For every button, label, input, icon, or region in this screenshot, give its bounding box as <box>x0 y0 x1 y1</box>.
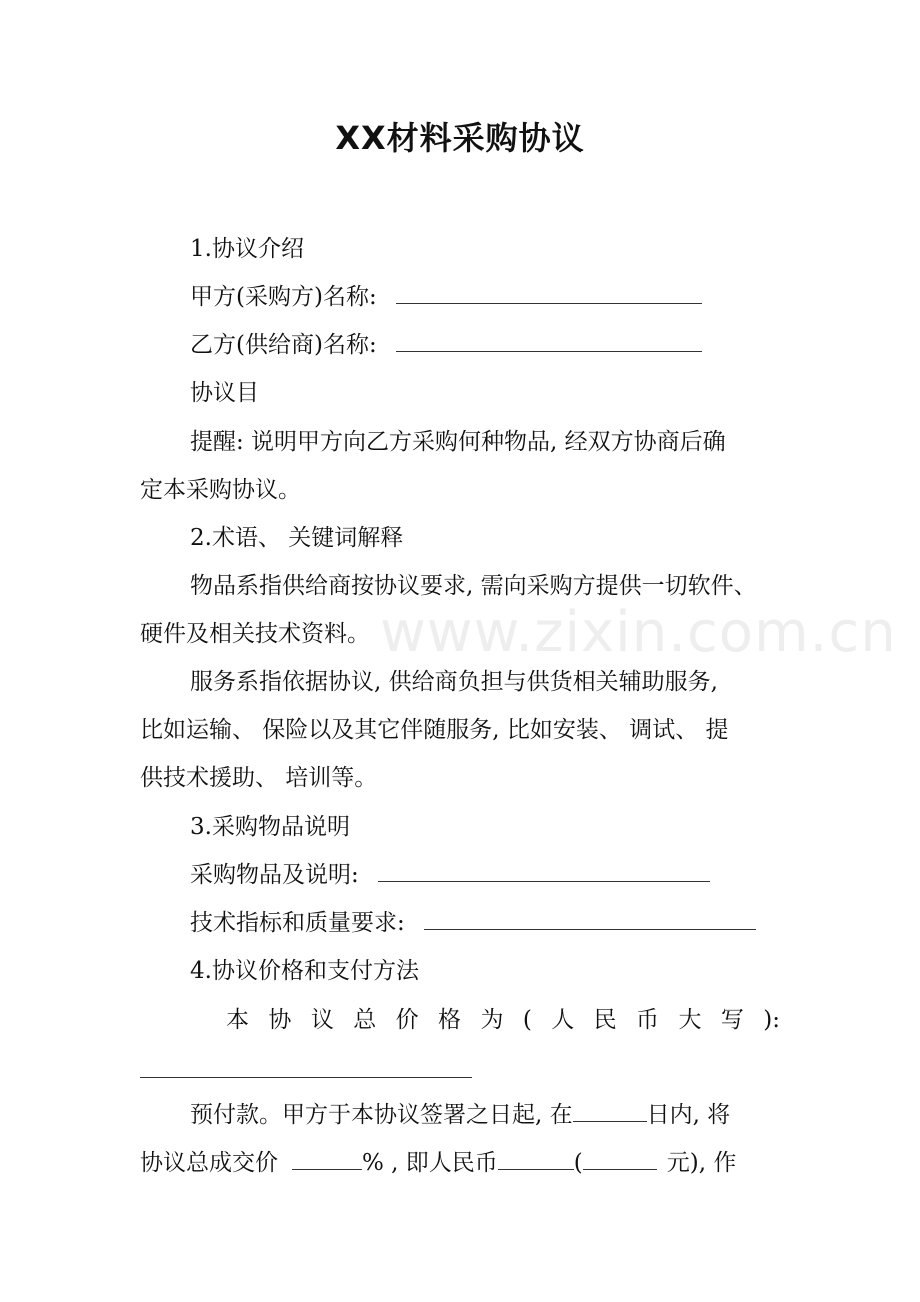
party-a-blank <box>396 279 702 304</box>
reminder-line-2: 定本采购协议。 <box>140 477 301 503</box>
service-definition-line-3: 供技术援助、 培训等。 <box>140 765 378 791</box>
reminder-line-1: 提醒: 说明甲方向乙方采购何种物品, 经双方协商后确 <box>190 429 726 455</box>
party-b-blank <box>396 327 702 352</box>
total-price-char: 议 <box>310 1007 334 1033</box>
prepay-text: 协议总成交价 <box>140 1150 278 1176</box>
tech-spec-label: 技术指标和质量要求: <box>190 910 405 936</box>
days-blank <box>573 1097 647 1122</box>
goods-desc-row <box>190 857 710 893</box>
total-price-char: 写 <box>720 1007 744 1033</box>
percent-blank <box>292 1145 362 1170</box>
prepay-text: ( <box>573 1150 583 1176</box>
total-price-blank <box>140 1077 472 1078</box>
total-price-char: 总 <box>353 1007 377 1033</box>
prepay-text: 预付款。甲方于本协议签署之日起, 在 <box>190 1102 573 1128</box>
total-price-char: 本 <box>226 1007 249 1033</box>
total-price-char: 格 <box>438 1007 462 1033</box>
party-a-row <box>190 279 702 315</box>
total-price-char: 人 <box>551 1007 575 1033</box>
total-price-char: 大 <box>678 1007 702 1033</box>
total-price-char: 为 <box>480 1007 504 1033</box>
section-4-heading: 4.协议价格和支付方法 <box>190 958 419 984</box>
service-definition-line-1: 服务系指依据协议, 供给商负担与供货相关辅助服务, <box>190 669 718 695</box>
tech-spec-blank <box>424 905 756 930</box>
amount-yuan-blank <box>583 1145 657 1170</box>
amount-blank <box>498 1145 574 1170</box>
party-a-label: 甲方(采购方)名称: <box>190 284 377 310</box>
purpose-label: 协议目 <box>190 380 259 406</box>
prepay-text: 日内, 将 <box>646 1102 731 1128</box>
total-price-line <box>226 1002 780 1038</box>
prepay-text: % , 即人民币 <box>362 1150 498 1176</box>
tech-spec-row <box>190 905 756 941</box>
total-price-char: ( <box>522 1007 532 1033</box>
total-price-char: ): <box>763 1007 780 1033</box>
page-title: XX材料采购协议 <box>335 119 585 157</box>
goods-definition-line-1: 物品系指供给商按协议要求, 需向采购方提供一切软件、 <box>190 573 757 599</box>
section-2-heading: 2.术语、 关键词解释 <box>190 525 404 551</box>
total-price-char: 民 <box>593 1007 617 1033</box>
total-price-char: 价 <box>395 1007 419 1033</box>
prepay-line-1 <box>190 1097 730 1133</box>
party-b-row <box>190 327 702 363</box>
prepay-line-2 <box>140 1145 736 1181</box>
watermark: www.zixin.com.cn <box>380 600 897 665</box>
goods-desc-blank <box>378 857 710 882</box>
goods-definition-line-2: 硬件及相关技术资料。 <box>140 621 370 647</box>
total-price-char: 协 <box>268 1007 292 1033</box>
party-b-label: 乙方(供给商)名称: <box>190 332 377 358</box>
service-definition-line-2: 比如运输、 保险以及其它伴随服务, 比如安装、 调试、 提 <box>140 717 729 743</box>
total-price-char: 币 <box>636 1007 660 1033</box>
goods-desc-label: 采购物品及说明: <box>190 862 359 888</box>
section-3-heading: 3.采购物品说明 <box>190 814 350 840</box>
prepay-text: 元), 作 <box>666 1150 737 1176</box>
section-1-heading: 1.协议介绍 <box>190 236 304 262</box>
